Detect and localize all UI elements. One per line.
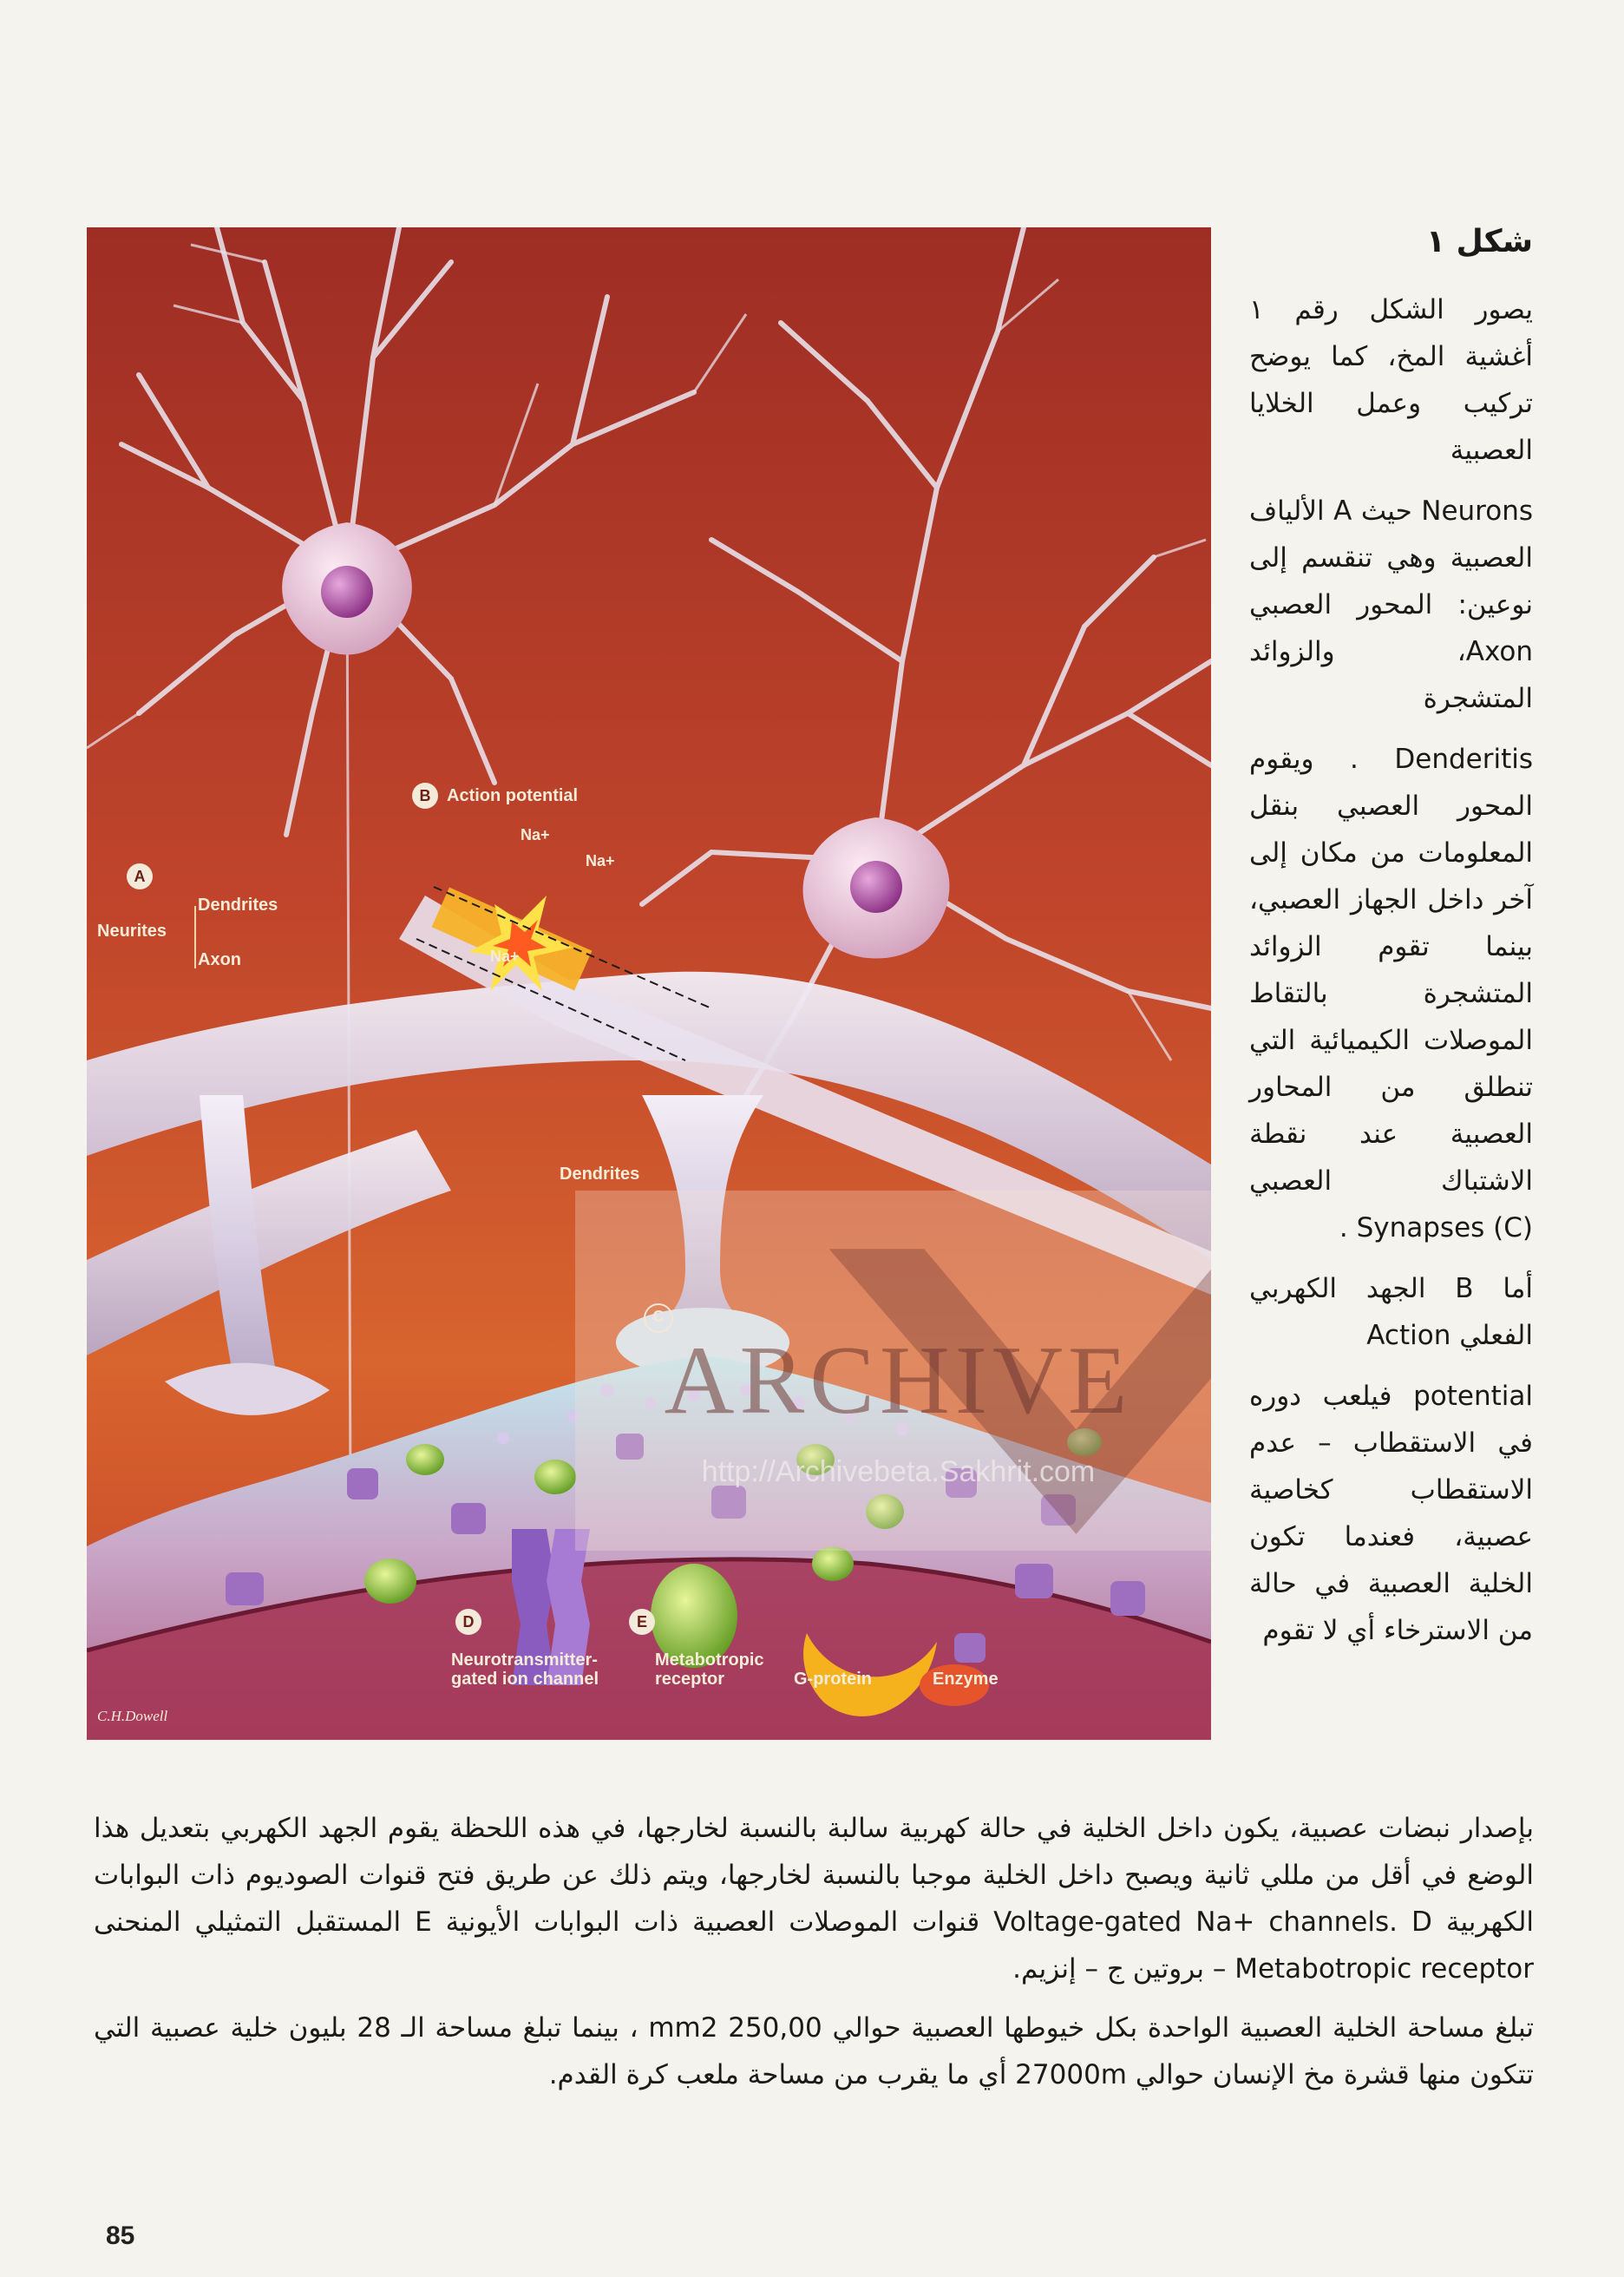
axon-label: Axon xyxy=(198,950,241,969)
na-label-1: Na+ xyxy=(521,826,550,843)
na-label-3: Na+ xyxy=(490,948,520,965)
caption-paragraph: potential فيلعب دوره في الاستقطاب – عدم الاستقطاب كخاصية عصبية، فعندما تكون الخلية العصبية في حالة من الاسترخاء أي لا تقوم xyxy=(1249,1381,1533,1646)
letter-d-marker: D xyxy=(455,1609,481,1635)
letter-b-marker: B xyxy=(412,783,438,809)
caption-paragraph: يصور الشكل رقم ١ أغشية المخ، كما يوضح تركيب وعمل الخلايا العصبية xyxy=(1249,294,1533,466)
watermark-url: http://Archivebeta.Sakhrit.com xyxy=(701,1455,1096,1488)
figure-caption-heading: شكل ١ xyxy=(1426,224,1533,259)
caption-column xyxy=(1249,286,1533,1668)
body-text xyxy=(94,1805,1534,2110)
neurites-brace xyxy=(194,906,196,968)
caption-paragraph: Denderitis . ويقوم المحور العصبي بنقل المعلومات من مكان إلى آخر داخل الجهاز العصبي، بينما تقوم الزوائد المتشجرة بالتقاط الموصلات الكيميائية التي تنطلق من المحاور العصبية عند نقطة الاشتباك العصبي Synapses (C) . xyxy=(1249,744,1533,1243)
na-label-2: Na+ xyxy=(586,852,615,869)
neuron-illustration xyxy=(87,227,1211,1740)
metabotropic-receptor-label: Metabotropic receptor xyxy=(655,1650,764,1689)
letter-a-marker: A xyxy=(127,863,153,889)
neurotransmitter-channel-label: Neurotransmitter- gated ion channel xyxy=(451,1650,599,1689)
watermark-title: ARCHIVE xyxy=(664,1327,1133,1434)
action-potential-label: Action potential xyxy=(447,786,579,805)
neurites-label: Neurites xyxy=(97,922,167,941)
page-number: 85 xyxy=(106,2221,135,2250)
dendrites-lower-label: Dendrites xyxy=(560,1165,640,1184)
archive-watermark xyxy=(575,1191,1211,1551)
letter-c-marker: C xyxy=(644,1303,673,1333)
g-protein-label: G-protein xyxy=(794,1670,872,1689)
artist-signature: C.H.Dowell xyxy=(97,1708,168,1724)
body-paragraph: تبلغ مساحة الخلية العصبية الواحدة بكل خيوطها العصبية حوالي 250,00 mm2 ، بينما تبلغ مساحة الـ 28 بليون خلية عصبية التي تتكون منها قشرة مخ الإنسان حوالي 27000m أي ما يقرب من مساحة ملعب كرة القدم. xyxy=(94,2012,1534,2090)
body-paragraph: بإصدار نبضات عصبية، يكون داخل الخلية في حالة كهربية سالبة بالنسبة لخارجها، في هذه اللحظة يقوم الجهد الكهربي بتعديل هذا الوضع في أقل من مللي ثانية ويصبح داخل الخلية موجبا بالنسبة لخارجها، ويتم ذلك عن طريق فتح قنوات الصوديوم ذات البوابات الكهربية Voltage-gated Na+ channels. D قنوات الموصلات العصبية ذات البوابات الأيونية E المستقبل التمثيلي المنحنى Metabotropic receptor – بروتين ج – إنزيم. xyxy=(94,1813,1535,1985)
dendrites-a-label: Dendrites xyxy=(198,896,278,915)
letter-e-marker: E xyxy=(629,1609,655,1635)
caption-paragraph: أما B الجهد الكهربي الفعلي Action xyxy=(1249,1273,1533,1351)
enzyme-label: Enzyme xyxy=(933,1670,999,1689)
caption-paragraph: Neurons حيث A الألياف العصبية وهي تنقسم إلى نوعين: المحور العصبي Axon، والزوائد المتشجرة xyxy=(1249,495,1533,714)
